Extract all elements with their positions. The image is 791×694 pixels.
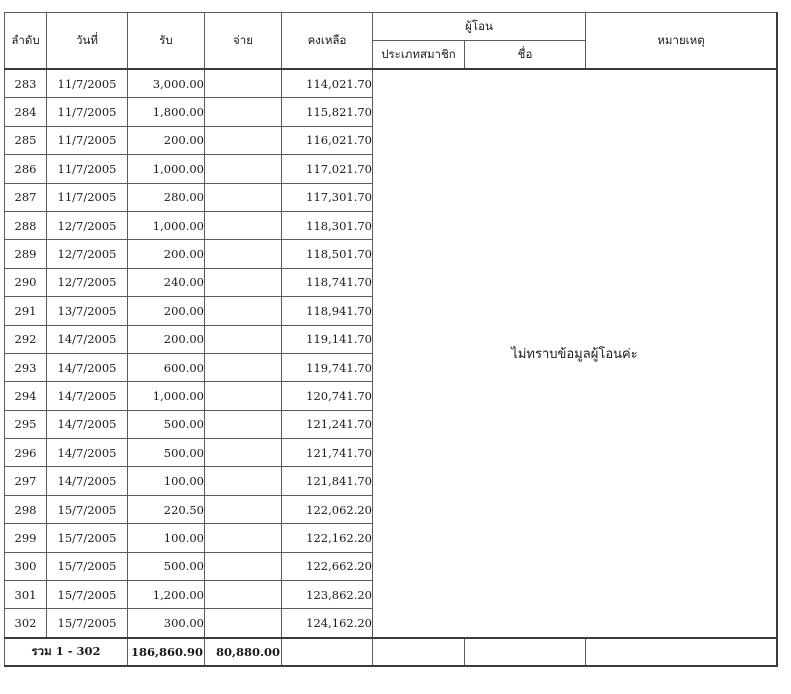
row-date: 15/7/2005 bbox=[47, 552, 128, 580]
row-expense bbox=[205, 552, 282, 580]
row-expense bbox=[205, 297, 282, 325]
row-expense bbox=[205, 211, 282, 239]
header-balance: คงเหลือ bbox=[282, 13, 373, 70]
row-expense bbox=[205, 183, 282, 211]
header-seq: ลำดับ bbox=[5, 13, 47, 70]
row-income: 1,000.00 bbox=[128, 382, 205, 410]
row-date: 14/7/2005 bbox=[47, 353, 128, 381]
row-date: 11/7/2005 bbox=[47, 126, 128, 154]
row-date: 11/7/2005 bbox=[47, 183, 128, 211]
table-row bbox=[5, 69, 777, 98]
row-date: 11/7/2005 bbox=[47, 69, 128, 98]
row-seq: 288 bbox=[5, 211, 47, 239]
row-date: 15/7/2005 bbox=[47, 609, 128, 638]
table-body bbox=[5, 69, 777, 638]
row-seq: 291 bbox=[5, 297, 47, 325]
ledger-sheet bbox=[4, 12, 776, 667]
row-balance: 120,741.70 bbox=[282, 382, 373, 410]
row-income: 500.00 bbox=[128, 439, 205, 467]
row-balance: 119,141.70 bbox=[282, 325, 373, 353]
totals-name-cell bbox=[465, 638, 586, 666]
row-balance: 121,741.70 bbox=[282, 439, 373, 467]
row-balance: 118,941.70 bbox=[282, 297, 373, 325]
totals-member-type-cell bbox=[373, 638, 465, 666]
row-date: 11/7/2005 bbox=[47, 155, 128, 183]
row-expense bbox=[205, 581, 282, 609]
row-expense bbox=[205, 268, 282, 296]
ledger-table bbox=[4, 12, 777, 667]
row-expense bbox=[205, 69, 282, 98]
row-expense bbox=[205, 155, 282, 183]
row-date: 14/7/2005 bbox=[47, 410, 128, 438]
row-income: 3,000.00 bbox=[128, 69, 205, 98]
row-date: 12/7/2005 bbox=[47, 268, 128, 296]
row-expense bbox=[205, 524, 282, 552]
row-date: 14/7/2005 bbox=[47, 382, 128, 410]
transferor-remark-note: ไม่ทราบข้อมูลผู้โอนค่ะ bbox=[373, 69, 777, 638]
row-seq: 292 bbox=[5, 325, 47, 353]
row-expense bbox=[205, 240, 282, 268]
row-seq: 284 bbox=[5, 98, 47, 126]
row-income: 500.00 bbox=[128, 410, 205, 438]
totals-expense: 80,880.00 bbox=[205, 638, 282, 666]
row-expense bbox=[205, 609, 282, 638]
row-seq: 299 bbox=[5, 524, 47, 552]
header-expense: จ่าย bbox=[205, 13, 282, 70]
row-balance: 121,841.70 bbox=[282, 467, 373, 495]
right-border-rule bbox=[776, 12, 778, 667]
totals-row bbox=[5, 638, 777, 666]
row-expense bbox=[205, 382, 282, 410]
row-expense bbox=[205, 410, 282, 438]
row-income: 200.00 bbox=[128, 240, 205, 268]
row-date: 15/7/2005 bbox=[47, 581, 128, 609]
row-date: 14/7/2005 bbox=[47, 325, 128, 353]
header-date: วันที่ bbox=[47, 13, 128, 70]
totals-income: 186,860.90 bbox=[128, 638, 205, 666]
row-income: 280.00 bbox=[128, 183, 205, 211]
row-seq: 295 bbox=[5, 410, 47, 438]
row-balance: 122,162.20 bbox=[282, 524, 373, 552]
header-transferor: ผู้โอน bbox=[373, 13, 586, 41]
row-seq: 301 bbox=[5, 581, 47, 609]
row-balance: 122,062.20 bbox=[282, 495, 373, 523]
totals-remark-cell bbox=[586, 638, 777, 666]
row-expense bbox=[205, 353, 282, 381]
row-balance: 118,741.70 bbox=[282, 268, 373, 296]
row-balance: 124,162.20 bbox=[282, 609, 373, 638]
row-income: 1,200.00 bbox=[128, 581, 205, 609]
row-seq: 300 bbox=[5, 552, 47, 580]
row-income: 300.00 bbox=[128, 609, 205, 638]
row-balance: 116,021.70 bbox=[282, 126, 373, 154]
row-balance: 118,301.70 bbox=[282, 211, 373, 239]
row-seq: 298 bbox=[5, 495, 47, 523]
row-expense bbox=[205, 439, 282, 467]
header-member-type: ประเภทสมาชิก bbox=[373, 41, 465, 70]
row-income: 100.00 bbox=[128, 467, 205, 495]
row-date: 13/7/2005 bbox=[47, 297, 128, 325]
row-income: 220.50 bbox=[128, 495, 205, 523]
row-expense bbox=[205, 98, 282, 126]
row-income: 500.00 bbox=[128, 552, 205, 580]
row-seq: 287 bbox=[5, 183, 47, 211]
totals-balance-cell bbox=[282, 638, 373, 666]
row-seq: 296 bbox=[5, 439, 47, 467]
table-header bbox=[5, 13, 777, 70]
row-balance: 123,862.20 bbox=[282, 581, 373, 609]
row-balance: 117,301.70 bbox=[282, 183, 373, 211]
row-seq: 289 bbox=[5, 240, 47, 268]
row-income: 200.00 bbox=[128, 297, 205, 325]
row-income: 200.00 bbox=[128, 325, 205, 353]
row-expense bbox=[205, 495, 282, 523]
table-footer bbox=[5, 638, 777, 666]
row-date: 14/7/2005 bbox=[47, 467, 128, 495]
row-seq: 302 bbox=[5, 609, 47, 638]
row-balance: 122,662.20 bbox=[282, 552, 373, 580]
row-seq: 283 bbox=[5, 69, 47, 98]
row-expense bbox=[205, 467, 282, 495]
row-balance: 114,021.70 bbox=[282, 69, 373, 98]
row-balance: 117,021.70 bbox=[282, 155, 373, 183]
row-income: 1,000.00 bbox=[128, 211, 205, 239]
row-date: 15/7/2005 bbox=[47, 524, 128, 552]
row-seq: 294 bbox=[5, 382, 47, 410]
row-income: 200.00 bbox=[128, 126, 205, 154]
header-name: ชื่อ bbox=[465, 41, 586, 70]
row-income: 1,000.00 bbox=[128, 155, 205, 183]
row-seq: 286 bbox=[5, 155, 47, 183]
header-income: รับ bbox=[128, 13, 205, 70]
row-seq: 290 bbox=[5, 268, 47, 296]
row-income: 240.00 bbox=[128, 268, 205, 296]
row-date: 12/7/2005 bbox=[47, 211, 128, 239]
row-expense bbox=[205, 126, 282, 154]
row-balance: 119,741.70 bbox=[282, 353, 373, 381]
row-income: 1,800.00 bbox=[128, 98, 205, 126]
row-seq: 297 bbox=[5, 467, 47, 495]
row-income: 600.00 bbox=[128, 353, 205, 381]
row-date: 12/7/2005 bbox=[47, 240, 128, 268]
row-date: 15/7/2005 bbox=[47, 495, 128, 523]
row-balance: 121,241.70 bbox=[282, 410, 373, 438]
row-balance: 118,501.70 bbox=[282, 240, 373, 268]
row-date: 14/7/2005 bbox=[47, 439, 128, 467]
row-balance: 115,821.70 bbox=[282, 98, 373, 126]
row-seq: 293 bbox=[5, 353, 47, 381]
row-seq: 285 bbox=[5, 126, 47, 154]
header-remark: หมายเหตุ bbox=[586, 13, 777, 70]
row-date: 11/7/2005 bbox=[47, 98, 128, 126]
row-income: 100.00 bbox=[128, 524, 205, 552]
row-expense bbox=[205, 325, 282, 353]
totals-label: รวม 1 - 302 bbox=[5, 638, 128, 666]
